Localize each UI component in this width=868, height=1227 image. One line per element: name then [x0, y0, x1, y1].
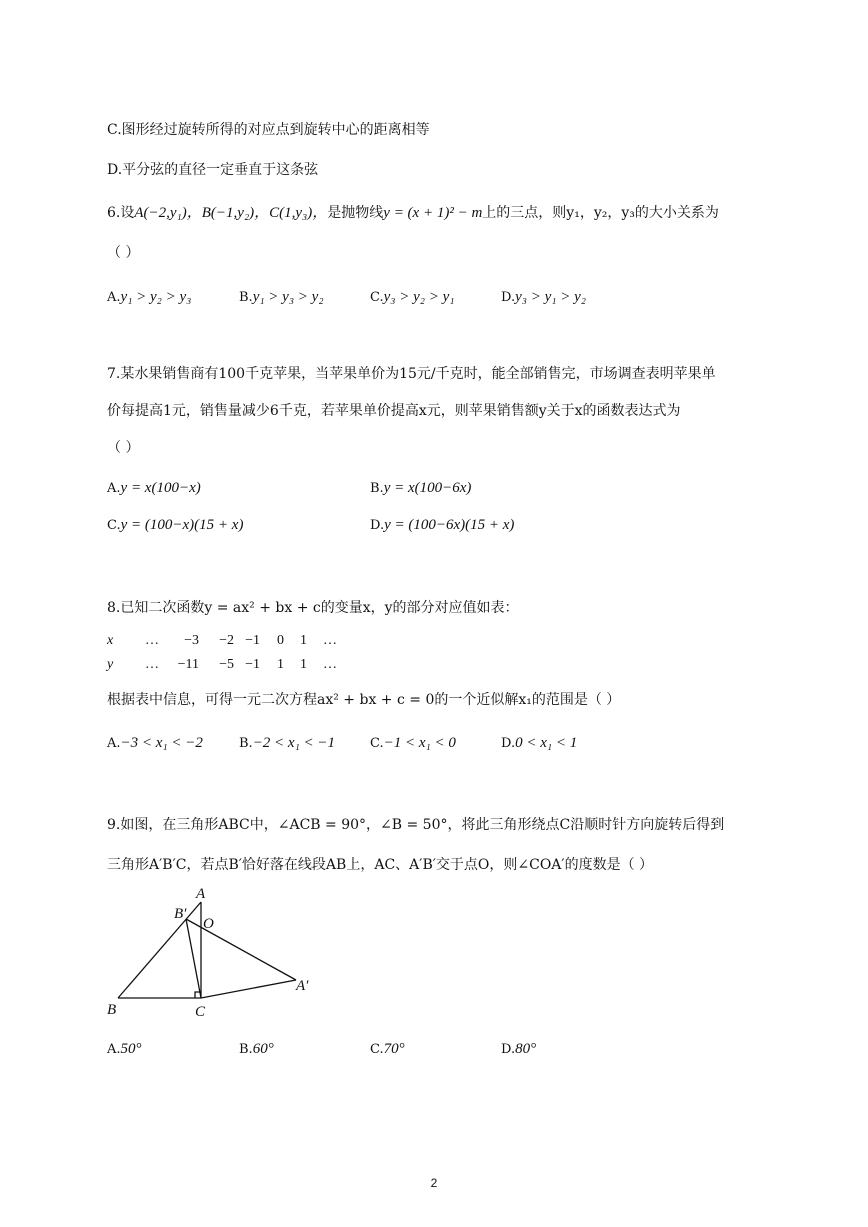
table-cell: −11: [177, 657, 199, 672]
question-7-line-1: 7.某水果销售商有100千克苹果，当苹果单价为15元/千克时，能全部销售完，市场调查表明苹果单: [107, 366, 716, 382]
question-7-line-2: 价每提高1元，销售量减少6千克，若苹果单价提高x元，则苹果销售额y关于x的函数表达式为: [107, 403, 681, 419]
option-expr: y₁ > y₃ > y₂: [252, 289, 324, 305]
label-c: C: [195, 1004, 206, 1020]
q6-answer-paren: （ ）: [107, 245, 140, 261]
option-c-text: C.图形经过旋转所得的对应点到旋转中心的距离相等: [107, 122, 430, 138]
option-expr: 50°: [120, 1041, 142, 1057]
option-label: C.: [370, 290, 384, 305]
option-label: B.: [239, 736, 253, 751]
label-a-prime: A′: [296, 978, 309, 994]
label-o: O: [203, 916, 214, 932]
table-cell: −5: [219, 657, 234, 672]
question-8-stem: 8.已知二次函数y = ax² + bx + c的变量x，y的部分对应值如表：: [107, 600, 519, 616]
table-cell: −1: [245, 633, 260, 648]
option-expr: y = (100−x)(15 + x): [120, 517, 244, 533]
option-expr: 0 < x₁ < 1: [515, 735, 578, 751]
q7-option-b[interactable]: [370, 478, 471, 499]
q6-option-c[interactable]: [370, 287, 455, 308]
option-label: A.: [107, 736, 121, 751]
table-cell: …: [323, 657, 337, 672]
table-cell: y: [107, 657, 114, 672]
q7-option-c[interactable]: [107, 515, 243, 536]
q6-prefix: 6.设: [107, 205, 135, 221]
option-expr: y₃ > y₂ > y₁: [383, 289, 455, 305]
option-label: B.: [239, 1042, 253, 1057]
q7-option-d[interactable]: [370, 515, 514, 536]
option-label: B.: [239, 290, 253, 305]
table-cell: 1: [300, 633, 307, 648]
option-expr: y = x(100−x): [120, 480, 201, 496]
option-label: D.: [370, 518, 385, 533]
table-cell: −1: [245, 657, 260, 672]
option-label: C.: [370, 1042, 384, 1057]
q6-suffix: 上的三点，则y₁，y₂，y₃的大小关系为: [482, 205, 719, 221]
q8-option-a[interactable]: [107, 733, 203, 754]
q6-mid: 是抛物线: [327, 205, 384, 221]
option-d-text: D.平分弦的直径一定垂直于这条弦: [107, 162, 319, 178]
option-label: A.: [107, 1042, 121, 1057]
table-row: [107, 654, 337, 678]
table-cell: …: [323, 633, 337, 648]
label-b: B: [107, 1002, 117, 1018]
page-number: 2: [430, 1176, 438, 1190]
table-cell: 1: [300, 657, 307, 672]
table-cell: −3: [184, 633, 199, 648]
option-label: A.: [107, 290, 121, 305]
question-9-line-2: 三角形A′B′C，若点B′恰好落在线段AB上，AC、A′B′交于点O，则∠COA′的度数是（ ）: [107, 857, 654, 873]
question-6-stem: [107, 203, 719, 223]
table-row: [107, 630, 337, 654]
q7-option-a[interactable]: [107, 478, 201, 499]
segment-b-prime-c: [186, 919, 201, 998]
q7-answer-paren: （ ）: [107, 440, 140, 456]
segment-c-a-prime: [201, 980, 296, 998]
q9-option-c[interactable]: [370, 1039, 405, 1060]
q6-function: y = (x + 1)² − m: [383, 205, 483, 221]
q6-points: A(−2,y₁)，B(−1,y₂)，C(1,y₃)，: [134, 205, 328, 221]
option-expr: −3 < x₁ < −2: [120, 735, 203, 751]
option-label: A.: [107, 481, 121, 496]
q8-option-c[interactable]: [370, 733, 456, 754]
option-label: C.: [107, 518, 121, 533]
segment-ba: [118, 902, 201, 998]
option-expr: 70°: [383, 1041, 405, 1057]
q8-value-table: [107, 630, 337, 678]
table-cell: −2: [219, 633, 234, 648]
option-expr: 80°: [515, 1041, 537, 1057]
option-label: C.: [370, 736, 384, 751]
q6-option-d[interactable]: [501, 287, 586, 308]
q8-option-d[interactable]: [501, 733, 577, 754]
option-expr: 60°: [252, 1041, 274, 1057]
q8-option-b[interactable]: [239, 733, 335, 754]
option-expr: −2 < x₁ < −1: [252, 735, 336, 751]
q9-option-b[interactable]: [239, 1039, 274, 1060]
option-label: D.: [501, 1042, 516, 1057]
q9-option-d[interactable]: [501, 1039, 536, 1060]
label-b-prime: B′: [174, 906, 187, 922]
option-label: B.: [370, 481, 384, 496]
option-label: D.: [501, 290, 516, 305]
option-expr: y = x(100−6x): [383, 480, 472, 496]
q6-option-b[interactable]: [239, 287, 324, 308]
label-a: A: [196, 886, 206, 902]
option-label: D.: [501, 736, 516, 751]
option-expr: y = (100−6x)(15 + x): [384, 517, 515, 533]
option-expr: y₃ > y₁ > y₂: [515, 289, 586, 305]
option-expr: y₁ > y₂ > y₃: [120, 289, 192, 305]
question-9-line-1: 9.如图，在三角形ABC中，∠ACB = 90°，∠B = 50°，将此三角形绕点C沿顺时针方向旋转后得到: [107, 817, 725, 833]
triangle-rotation-figure: [100, 880, 330, 1025]
question-8-question: 根据表中信息，可得一元二次方程ax² + bx + c = 0的一个近似解x₁的范围是（ ）: [107, 692, 621, 708]
table-cell: …: [145, 633, 159, 648]
table-cell: 0: [277, 633, 284, 648]
q6-option-a[interactable]: [107, 287, 191, 308]
table-cell: …: [145, 657, 159, 672]
table-cell: x: [107, 633, 114, 648]
table-cell: 1: [277, 657, 284, 672]
option-expr: −1 < x₁ < 0: [383, 735, 456, 751]
q9-option-a[interactable]: [107, 1039, 142, 1060]
